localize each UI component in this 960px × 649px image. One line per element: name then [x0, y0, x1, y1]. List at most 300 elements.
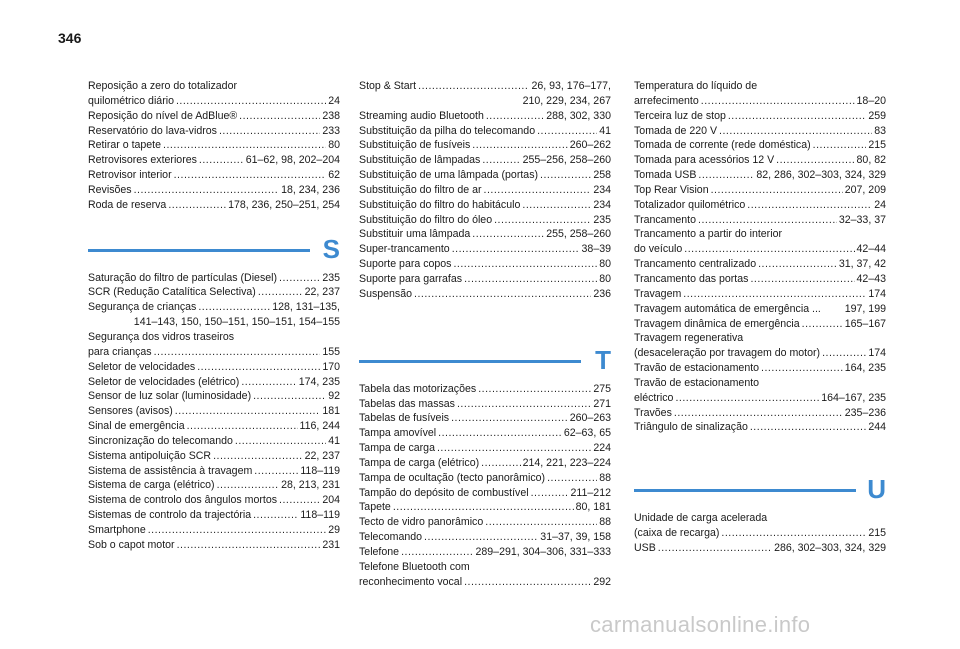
entry-text: Reposição a zero do totalizador — [88, 80, 237, 92]
entry-label: Tabelas das massas — [359, 397, 455, 410]
dot-leader — [486, 109, 544, 124]
entry-label: Top Rear Vision — [634, 183, 709, 196]
dot-leader — [198, 300, 270, 315]
entry-pages: 235 — [593, 213, 611, 226]
entry-label: USB — [634, 541, 656, 554]
entry-pages: 62 — [328, 169, 340, 182]
index-entry — [88, 419, 340, 434]
entry-pages: 80, 181 — [575, 501, 611, 514]
dot-leader — [163, 138, 326, 153]
entry-pages: 288, 302, 330 — [546, 109, 611, 122]
dot-leader — [187, 419, 298, 434]
dot-leader — [728, 109, 866, 124]
dot-leader — [437, 441, 591, 456]
letter-header-u — [634, 475, 886, 505]
entry-pages: 181 — [322, 405, 340, 418]
entry-label: Substituição do filtro de ar — [359, 183, 482, 196]
dot-leader — [213, 449, 303, 464]
dot-leader — [698, 213, 837, 228]
dot-leader — [174, 168, 327, 183]
entry-pages: 80 — [599, 258, 611, 271]
entry-label: Reservatório do lava-vidros — [88, 124, 217, 137]
index-entry — [88, 434, 340, 449]
dot-leader — [711, 183, 843, 198]
entry-label: Suspensão — [359, 287, 413, 300]
entry-pages: 165–167 — [844, 317, 886, 330]
dot-leader — [684, 242, 854, 257]
dot-leader — [482, 153, 520, 168]
entry-pages: 80 — [599, 272, 611, 285]
entry-label: Substituir uma lâmpada — [359, 228, 471, 241]
dot-leader — [438, 426, 562, 441]
entry-pages-continued: 210, 229, 234, 267 — [522, 94, 611, 107]
entry-pages: 28, 213, 231 — [281, 479, 340, 492]
index-entry — [359, 515, 611, 530]
dot-leader — [531, 486, 569, 501]
entry-label: Tomada de corrente (rede doméstica) — [634, 139, 811, 152]
index-entry — [359, 560, 611, 590]
dot-leader — [540, 168, 591, 183]
entry-label: Substituição de uma lâmpada (portas) — [359, 169, 539, 182]
dot-leader — [758, 257, 837, 272]
entry-label: Substituição da pilha do telecomando — [359, 124, 536, 137]
entry-pages: 271 — [593, 397, 611, 410]
entry-label: para crianças — [88, 345, 152, 358]
entry-label: Revisões — [88, 183, 132, 196]
dot-leader — [658, 541, 772, 556]
watermark: carmanualsonline.info — [590, 612, 811, 637]
index-entry — [634, 257, 886, 272]
index-entry — [634, 79, 886, 109]
entry-label: Sincronização do telecomando — [88, 434, 233, 447]
dot-leader — [452, 242, 580, 257]
index-entry — [634, 511, 886, 541]
index-entry — [634, 406, 886, 421]
section-divider — [88, 249, 310, 252]
entry-label: Tampa de carga — [359, 442, 435, 455]
entry-pages: 236 — [593, 287, 611, 300]
entry-pages: 178, 236, 250–251, 254 — [228, 198, 340, 211]
dot-leader — [721, 526, 866, 541]
dot-leader — [154, 345, 321, 360]
index-entry — [359, 441, 611, 456]
section-letter: U — [867, 474, 886, 505]
index-entry — [634, 272, 886, 287]
entry-pages: 18, 234, 236 — [281, 183, 340, 196]
entry-label: Trancamento das portas — [634, 272, 749, 285]
entry-pages: 258 — [593, 169, 611, 182]
index-entry — [634, 541, 886, 556]
index-entry — [634, 420, 886, 435]
dot-leader — [478, 382, 591, 397]
entry-pages: 18–20 — [856, 94, 886, 107]
entry-label: Travões — [634, 406, 672, 419]
section-letter: T — [595, 344, 611, 375]
entry-pages: 234 — [593, 183, 611, 196]
index-entry — [359, 486, 611, 501]
dot-leader — [747, 198, 872, 213]
index-column-1 — [88, 79, 340, 553]
entry-label: quilométrico diário — [88, 94, 174, 107]
entry-label: Sob o capot motor — [88, 538, 175, 551]
entry-pages: 197, 199 — [844, 302, 886, 315]
entry-label: do veículo — [634, 243, 683, 256]
entry-pages: 42–44 — [856, 243, 886, 256]
entry-label: Seletor de velocidades (elétrico) — [88, 375, 240, 388]
index-entry — [634, 302, 886, 317]
entry-label: Travagem — [634, 287, 682, 300]
entry-pages: 255, 258–260 — [546, 228, 611, 241]
index-entry — [88, 404, 340, 419]
entry-label: Triângulo de sinalização — [634, 421, 748, 434]
index-entry — [359, 287, 611, 302]
entry-label: Sensores (avisos) — [88, 405, 173, 418]
entry-pages: 116, 244 — [299, 420, 340, 433]
entry-pages: 174 — [868, 287, 886, 300]
index-entry — [88, 493, 340, 508]
index-column-2 — [359, 79, 611, 589]
dot-leader — [424, 530, 538, 545]
entry-pages: 164, 235 — [844, 362, 886, 375]
index-entry — [359, 124, 611, 139]
dot-leader — [134, 183, 280, 198]
entry-pages: 31–37, 39, 158 — [540, 531, 611, 544]
entry-label: Retrovisor interior — [88, 169, 172, 182]
dot-leader — [453, 257, 597, 272]
index-entry — [88, 109, 340, 124]
index-entry — [359, 79, 611, 109]
entry-pages: 31, 37, 42 — [838, 258, 886, 271]
dot-leader — [253, 508, 298, 523]
index-entry — [88, 79, 340, 109]
index-entry — [88, 464, 340, 479]
index-entry — [88, 138, 340, 153]
index-entry — [88, 285, 340, 300]
entry-label: Tampa de carga (elétrico) — [359, 456, 480, 469]
entry-label: Trancamento centralizado — [634, 258, 757, 271]
entry-label: Terceira luz de stop — [634, 109, 726, 122]
index-entry — [359, 426, 611, 441]
index-entry — [359, 227, 611, 242]
letter-header-t — [359, 346, 611, 376]
index-entry — [88, 508, 340, 523]
entry-label: Sistema antipoluição SCR — [88, 449, 212, 462]
dot-leader — [197, 360, 320, 375]
entry-label: Substituição do filtro do habitáculo — [359, 198, 521, 211]
entry-label: Tapete — [359, 501, 391, 514]
index-entry — [359, 109, 611, 124]
entry-pages: 88 — [599, 516, 611, 529]
entry-label: Substituição de lâmpadas — [359, 154, 481, 167]
dot-leader — [176, 94, 326, 109]
index-entry — [88, 124, 340, 139]
entry-pages: 260–262 — [569, 139, 611, 152]
index-entry — [359, 138, 611, 153]
letter-header-s — [88, 235, 340, 265]
index-entry — [88, 153, 340, 168]
index-entry — [88, 360, 340, 375]
entry-text: Travagem regenerativa — [634, 332, 744, 345]
entry-label: Tecto de vidro panorâmico — [359, 516, 484, 529]
dot-leader — [254, 464, 298, 479]
index-entry — [634, 109, 886, 124]
index-entry — [88, 389, 340, 404]
dot-leader — [239, 109, 320, 124]
entry-label: Telefone — [359, 545, 400, 558]
entry-label: Tomada de 220 V — [634, 124, 718, 137]
entry-pages: 61–62, 98, 202–204 — [245, 154, 340, 167]
entry-label: Sistema de assistência à travagem — [88, 464, 253, 477]
entry-pages: 211–212 — [570, 486, 611, 499]
entry-pages: 260–263 — [569, 412, 611, 425]
dot-leader — [813, 138, 867, 153]
dot-leader — [168, 198, 226, 213]
entry-label: Trancamento — [634, 213, 697, 226]
dot-leader — [279, 271, 320, 286]
entry-label: Tampa amovível — [359, 427, 437, 440]
index-entry — [88, 271, 340, 286]
entry-pages: 224 — [593, 442, 611, 455]
entry-pages: 62–63, 65 — [563, 427, 611, 440]
index-entry — [359, 382, 611, 397]
entry-pages: 174, 235 — [298, 375, 340, 388]
dot-leader — [401, 545, 473, 560]
entry-pages-continued: 141–143, 150, 150–151, 150–151, 154–155 — [133, 316, 340, 329]
entry-pages: 231 — [322, 538, 340, 551]
index-entry — [634, 376, 886, 406]
entry-label: arrefecimento — [634, 94, 699, 107]
entry-label: Stop & Start — [359, 80, 417, 92]
entry-pages: 234 — [593, 198, 611, 211]
entry-pages: 88 — [599, 471, 611, 484]
dot-leader — [175, 404, 321, 419]
index-entry — [359, 257, 611, 272]
entry-label: Sistemas de controlo da trajectória — [88, 509, 252, 522]
index-entry — [359, 530, 611, 545]
dot-leader — [393, 500, 574, 515]
entry-label: Saturação do filtro de partículas (Diesel) — [88, 271, 278, 284]
entry-pages: 286, 302–303, 324, 329 — [774, 541, 886, 554]
index-entry — [634, 361, 886, 376]
entry-pages: 289–291, 304–306, 331–333 — [475, 545, 611, 558]
entry-pages: 24 — [328, 94, 340, 107]
entry-pages: 235–236 — [844, 406, 886, 419]
index-entry — [634, 138, 886, 153]
entry-label: Travagem dinâmica de emergência — [634, 317, 800, 330]
entry-label: Tampa de ocultação (tecto panorâmico) — [359, 471, 546, 484]
dot-leader — [418, 79, 529, 94]
entry-label: Sensor de luz solar (luminosidade) — [88, 390, 252, 403]
entry-pages: 275 — [593, 382, 611, 395]
index-entry — [88, 375, 340, 390]
section-letter: S — [322, 233, 340, 264]
entry-pages: 41 — [328, 434, 340, 447]
entry-pages: 292 — [593, 575, 611, 588]
dot-leader — [537, 124, 597, 139]
index-entry — [359, 198, 611, 213]
entry-pages: 82, 286, 302–303, 324, 329 — [756, 169, 886, 182]
dot-leader — [464, 272, 597, 287]
index-entry — [634, 213, 886, 228]
dot-leader — [674, 406, 843, 421]
entry-text: Travão de estacionamento — [634, 376, 760, 389]
entry-pages: 244 — [868, 421, 886, 434]
index-entry — [359, 411, 611, 426]
entry-text: Telefone Bluetooth com — [359, 560, 470, 573]
entry-pages: 170 — [322, 360, 340, 373]
index-entry — [634, 168, 886, 183]
entry-pages: 42–43 — [856, 272, 886, 285]
dot-leader — [761, 361, 843, 376]
dot-leader — [414, 287, 591, 302]
entry-label: Streaming audio Bluetooth — [359, 109, 484, 122]
index-entry — [359, 471, 611, 486]
entry-pages: 118–119 — [300, 464, 340, 477]
dot-leader — [457, 397, 591, 412]
dot-leader — [177, 538, 321, 553]
entry-label: eléctrico — [634, 391, 674, 404]
dot-leader — [279, 493, 320, 508]
entry-pages: 22, 237 — [304, 286, 340, 299]
index-entry — [634, 227, 886, 257]
dot-leader — [822, 346, 866, 361]
dot-leader — [481, 456, 521, 471]
entry-pages: 38–39 — [581, 243, 611, 256]
dot-leader — [675, 391, 819, 406]
entry-text: Temperatura do líquido de — [634, 80, 758, 92]
entry-label: Sistema de carga (elétrico) — [88, 479, 215, 492]
index-entry — [634, 183, 886, 198]
entry-pages: 22, 237 — [304, 449, 340, 462]
dot-leader — [258, 285, 303, 300]
entry-pages: 233 — [322, 124, 340, 137]
dot-leader — [683, 287, 866, 302]
entry-pages: 92 — [328, 390, 340, 403]
entry-pages: 255–256, 258–260 — [522, 154, 611, 167]
index-entry — [359, 397, 611, 412]
entry-pages: 204 — [322, 494, 340, 507]
entry-pages: 83 — [874, 124, 886, 137]
dot-leader — [199, 153, 244, 168]
index-entry — [634, 153, 886, 168]
dot-leader — [219, 124, 320, 139]
entry-pages: 215 — [868, 527, 886, 540]
index-entry — [359, 500, 611, 515]
entry-label: Substituição de fusíveis — [359, 139, 471, 152]
index-entry — [88, 198, 340, 213]
dot-leader — [750, 420, 866, 435]
index-entry — [359, 272, 611, 287]
dot-leader — [750, 272, 854, 287]
section-divider — [634, 489, 856, 492]
index-entry — [634, 331, 886, 361]
entry-pages: 174 — [868, 347, 886, 360]
entry-label: Suporte para copos — [359, 258, 452, 271]
entry-pages: 24 — [874, 198, 886, 211]
index-entry — [88, 478, 340, 493]
entry-pages: 235 — [322, 271, 340, 284]
entry-label: Roda de reserva — [88, 198, 167, 211]
dot-leader — [776, 153, 854, 168]
dot-leader — [547, 471, 597, 486]
entry-pages: 215 — [868, 139, 886, 152]
entry-pages: 41 — [599, 124, 611, 137]
entry-pages: 238 — [322, 109, 340, 122]
index-entry — [359, 545, 611, 560]
index-entry — [88, 330, 340, 360]
entry-pages: 259 — [868, 109, 886, 122]
dot-leader — [719, 124, 872, 139]
index-entry — [359, 168, 611, 183]
entry-label: Tomada USB — [634, 169, 697, 182]
entry-label: Reposição do nível de AdBlue® — [88, 109, 238, 122]
entry-pages: 128, 131–135, — [272, 301, 340, 314]
index-entry — [359, 456, 611, 471]
entry-label: Seletor de velocidades — [88, 360, 196, 373]
entry-label: Sinal de emergência — [88, 420, 185, 433]
dot-leader — [522, 198, 591, 213]
entry-pages: 26, 93, 176–177, — [531, 80, 611, 92]
entry-pages: 80, 82 — [856, 154, 886, 167]
entry-pages: 214, 221, 223–224 — [522, 456, 611, 469]
entry-label: Tampão do depósito de combustível — [359, 486, 529, 499]
entry-label: (desaceleração por travagem do motor) — [634, 347, 821, 360]
dot-leader — [698, 168, 754, 183]
entry-label: Telecomando — [359, 531, 423, 544]
dot-leader — [217, 478, 279, 493]
dot-leader — [464, 575, 591, 590]
entry-label: Retrovisores exteriores — [88, 154, 197, 167]
entry-label: Suporte para garrafas — [359, 272, 463, 285]
entry-label: SCR (Redução Catalítica Selectiva) — [88, 286, 256, 299]
section-divider — [359, 360, 581, 363]
dot-leader — [235, 434, 326, 449]
index-entry — [359, 213, 611, 228]
index-entry — [88, 168, 340, 183]
entry-label: Totalizador quilométrico — [634, 198, 746, 211]
dot-leader — [148, 523, 326, 538]
index-entry — [634, 287, 886, 302]
entry-label: Retirar o tapete — [88, 139, 162, 152]
index-entry — [634, 198, 886, 213]
entry-label: Sistema de controlo dos ângulos mortos — [88, 494, 278, 507]
index-entry — [88, 300, 340, 330]
entry-label: Travagem automática de emergência ... — [634, 302, 821, 315]
dot-leader — [802, 317, 843, 332]
dot-leader — [253, 389, 326, 404]
entry-pages: 118–119 — [300, 509, 340, 522]
entry-pages: 155 — [322, 345, 340, 358]
dot-leader — [472, 138, 567, 153]
entry-label: (caixa de recarga) — [634, 527, 720, 540]
index-entry — [359, 183, 611, 198]
entry-text: Segurança dos vidros traseiros — [88, 330, 235, 343]
entry-label: Tomada para acessórios 12 V — [634, 154, 775, 167]
index-entry — [88, 449, 340, 464]
dot-leader — [472, 227, 544, 242]
dot-leader — [241, 375, 296, 390]
index-entry — [634, 317, 886, 332]
entry-label: reconhecimento vocal — [359, 575, 463, 588]
entry-pages: 29 — [328, 523, 340, 536]
entry-pages: 207, 209 — [844, 183, 886, 196]
index-entry — [88, 523, 340, 538]
entry-label: Travão de estacionamento — [634, 362, 760, 375]
entry-label: Super-trancamento — [359, 243, 450, 256]
entry-pages: 80 — [328, 139, 340, 152]
index-entry — [359, 242, 611, 257]
dot-leader — [451, 411, 568, 426]
